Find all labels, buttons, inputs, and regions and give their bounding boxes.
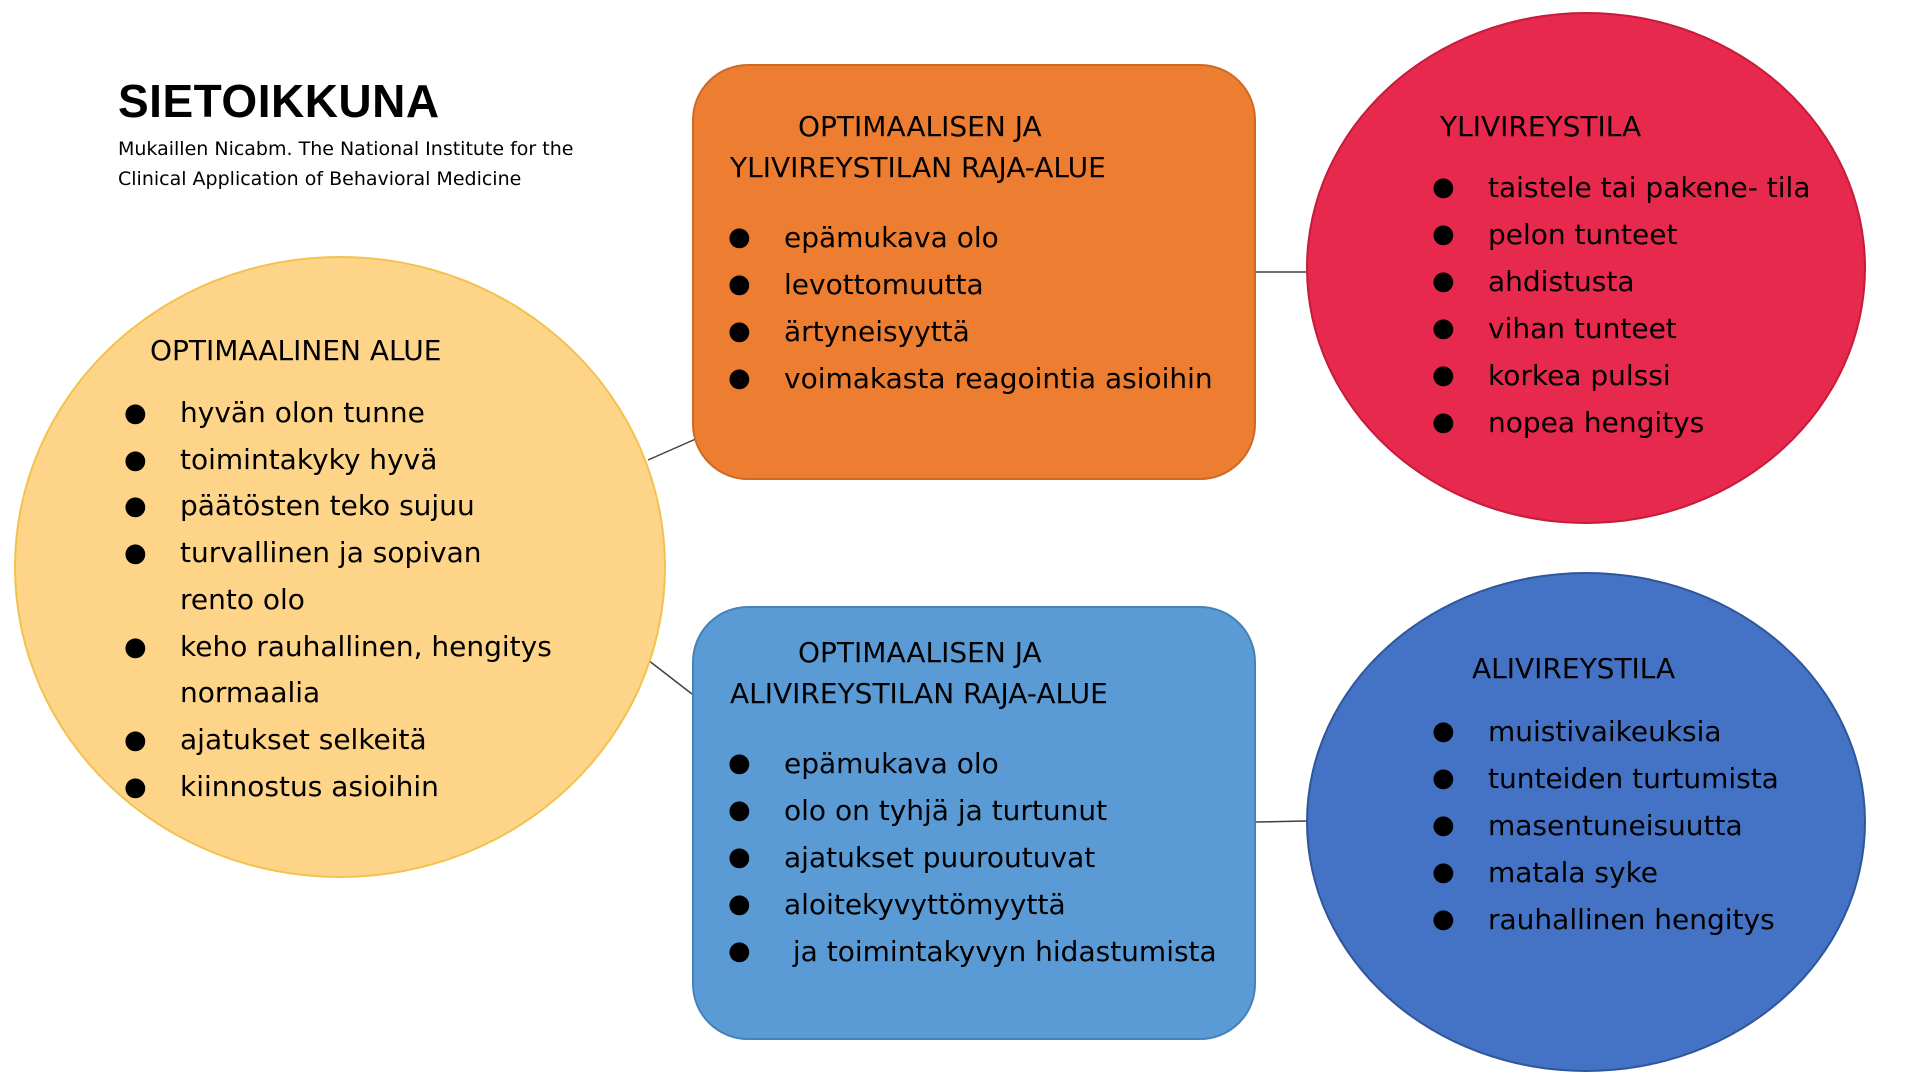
list-item-text: muistivaikeuksia bbox=[1488, 715, 1722, 748]
lower-border-heading-line2: ALIVIREYSTILAN RAJA-ALUE bbox=[730, 677, 1108, 710]
list-item-text: epämukava olo bbox=[784, 221, 999, 254]
hyperarousal-list bbox=[1432, 164, 1852, 446]
hyperarousal-ellipse bbox=[1306, 12, 1866, 524]
bullet-icon: ● bbox=[1432, 763, 1455, 793]
list-item bbox=[728, 308, 1228, 355]
list-item bbox=[124, 624, 561, 717]
bullet-icon: ● bbox=[728, 363, 751, 393]
list-item-text: rauhallinen hengitys bbox=[1488, 903, 1775, 936]
connector-optimal-upper bbox=[648, 438, 698, 460]
list-item bbox=[1432, 399, 1852, 446]
bullet-icon: ● bbox=[728, 748, 751, 778]
optimal-zone-heading: OPTIMAALINEN ALUE bbox=[150, 334, 442, 367]
list-item-text: levottomuutta bbox=[784, 268, 984, 301]
list-item bbox=[728, 928, 1228, 975]
list-item-text: ajatukset puuroutuvat bbox=[784, 841, 1096, 874]
upper-border-zone-box bbox=[692, 64, 1256, 480]
list-item-text: taistele tai pakene- tila bbox=[1488, 171, 1811, 204]
list-item-text: vihan tunteet bbox=[1488, 312, 1677, 345]
upper-border-zone-heading bbox=[730, 106, 1250, 188]
hypoarousal-ellipse bbox=[1306, 572, 1866, 1072]
list-item-text: hyvän olon tunne bbox=[180, 396, 425, 429]
hyperarousal-heading: YLIVIREYSTILA bbox=[1440, 110, 1642, 143]
list-item-text: ahdistusta bbox=[1488, 265, 1635, 298]
list-item-text: olo on tyhjä ja turtunut bbox=[784, 794, 1108, 827]
list-item bbox=[124, 437, 554, 484]
list-item-text: keho rauhallinen, hengitys normaalia bbox=[180, 629, 561, 710]
bullet-icon: ● bbox=[728, 842, 751, 872]
list-item-text: masentuneisuutta bbox=[1488, 809, 1743, 842]
lower-border-zone-list bbox=[728, 740, 1228, 975]
list-item-text: toimintakyky hyvä bbox=[180, 442, 438, 476]
bullet-icon: ● bbox=[124, 631, 147, 662]
hypoarousal-heading: ALIVIREYSTILA bbox=[1472, 652, 1676, 685]
list-item bbox=[124, 483, 554, 530]
list-item-text: voimakasta reagointia asioihin bbox=[784, 362, 1213, 395]
diagram-subtitle: Mukaillen Nicabm. The National Institute for the Clinical Application of Behavioral Medicine bbox=[118, 138, 574, 190]
list-item-text: turvallinen ja sopivan rento olo bbox=[180, 536, 491, 616]
list-item-text: nopea hengitys bbox=[1488, 406, 1705, 439]
upper-border-zone-list bbox=[728, 214, 1228, 402]
bullet-icon: ● bbox=[728, 795, 751, 825]
list-item bbox=[1432, 164, 1852, 211]
list-item bbox=[1432, 755, 1852, 802]
bullet-icon: ● bbox=[124, 538, 147, 569]
list-item bbox=[124, 390, 554, 437]
bullet-icon: ● bbox=[1432, 810, 1455, 840]
bullet-icon: ● bbox=[1432, 904, 1455, 934]
bullet-icon: ● bbox=[1432, 172, 1455, 202]
diagram-title: SIETOIKKUNA bbox=[118, 75, 440, 127]
list-item bbox=[124, 530, 554, 623]
bullet-icon: ● bbox=[728, 222, 751, 252]
bullet-icon: ● bbox=[124, 444, 147, 475]
bullet-icon: ● bbox=[728, 889, 751, 919]
bullet-icon: ● bbox=[1432, 716, 1455, 746]
lower-border-zone-box bbox=[692, 606, 1256, 1040]
bullet-icon: ● bbox=[1432, 219, 1455, 249]
list-item bbox=[1432, 211, 1852, 258]
bullet-icon: ● bbox=[1432, 266, 1455, 296]
list-item-text: pelon tunteet bbox=[1488, 218, 1678, 251]
list-item bbox=[1432, 708, 1852, 755]
list-item-text: ärtyneisyyttä bbox=[784, 315, 970, 348]
list-item bbox=[728, 214, 1228, 261]
bullet-icon: ● bbox=[728, 316, 751, 346]
list-item bbox=[728, 881, 1228, 928]
list-item bbox=[124, 764, 554, 811]
list-item bbox=[728, 834, 1228, 881]
bullet-icon: ● bbox=[124, 771, 147, 802]
bullet-icon: ● bbox=[1432, 360, 1455, 390]
list-item bbox=[1432, 849, 1852, 896]
list-item bbox=[1432, 802, 1852, 849]
list-item-text: kiinnostus asioihin bbox=[180, 769, 439, 803]
list-item-text: tunteiden turtumista bbox=[1488, 762, 1779, 795]
list-item-text: epämukava olo bbox=[784, 747, 999, 780]
list-item-text: ajatukset selkeitä bbox=[180, 722, 427, 756]
optimal-zone-list bbox=[124, 390, 561, 810]
list-item-text: korkea pulssi bbox=[1488, 359, 1671, 392]
list-item bbox=[1432, 896, 1852, 943]
list-item bbox=[1432, 352, 1852, 399]
list-item bbox=[1432, 258, 1852, 305]
bullet-icon: ● bbox=[124, 491, 147, 522]
hypoarousal-list bbox=[1432, 708, 1852, 943]
list-item bbox=[728, 740, 1228, 787]
bullet-icon: ● bbox=[124, 724, 147, 755]
optimal-zone-ellipse bbox=[14, 256, 666, 878]
upper-border-heading-line2: YLIVIREYSTILAN RAJA-ALUE bbox=[730, 151, 1106, 184]
list-item bbox=[728, 261, 1228, 308]
list-item bbox=[728, 787, 1228, 834]
bullet-icon: ● bbox=[1432, 313, 1455, 343]
list-item-text: matala syke bbox=[1488, 856, 1659, 889]
list-item bbox=[1432, 305, 1852, 352]
list-item-text: aloitekyvyttömyyttä bbox=[784, 888, 1066, 921]
list-item-text: päätösten teko sujuu bbox=[180, 489, 475, 523]
upper-border-heading-line1: OPTIMAALISEN JA bbox=[798, 110, 1042, 143]
list-item bbox=[728, 355, 1228, 402]
list-item bbox=[124, 717, 554, 764]
list-item-text: ja toimintakyvyn hidastumista bbox=[784, 935, 1217, 968]
bullet-icon: ● bbox=[728, 936, 751, 966]
connector-optimal-lower bbox=[648, 660, 692, 694]
lower-border-zone-heading bbox=[730, 632, 1250, 714]
bullet-icon: ● bbox=[1432, 857, 1455, 887]
bullet-icon: ● bbox=[124, 398, 147, 428]
bullet-icon: ● bbox=[728, 269, 751, 299]
connector-lower-hypo bbox=[1256, 821, 1306, 822]
bullet-icon: ● bbox=[1432, 407, 1455, 437]
lower-border-heading-line1: OPTIMAALISEN JA bbox=[798, 636, 1042, 669]
